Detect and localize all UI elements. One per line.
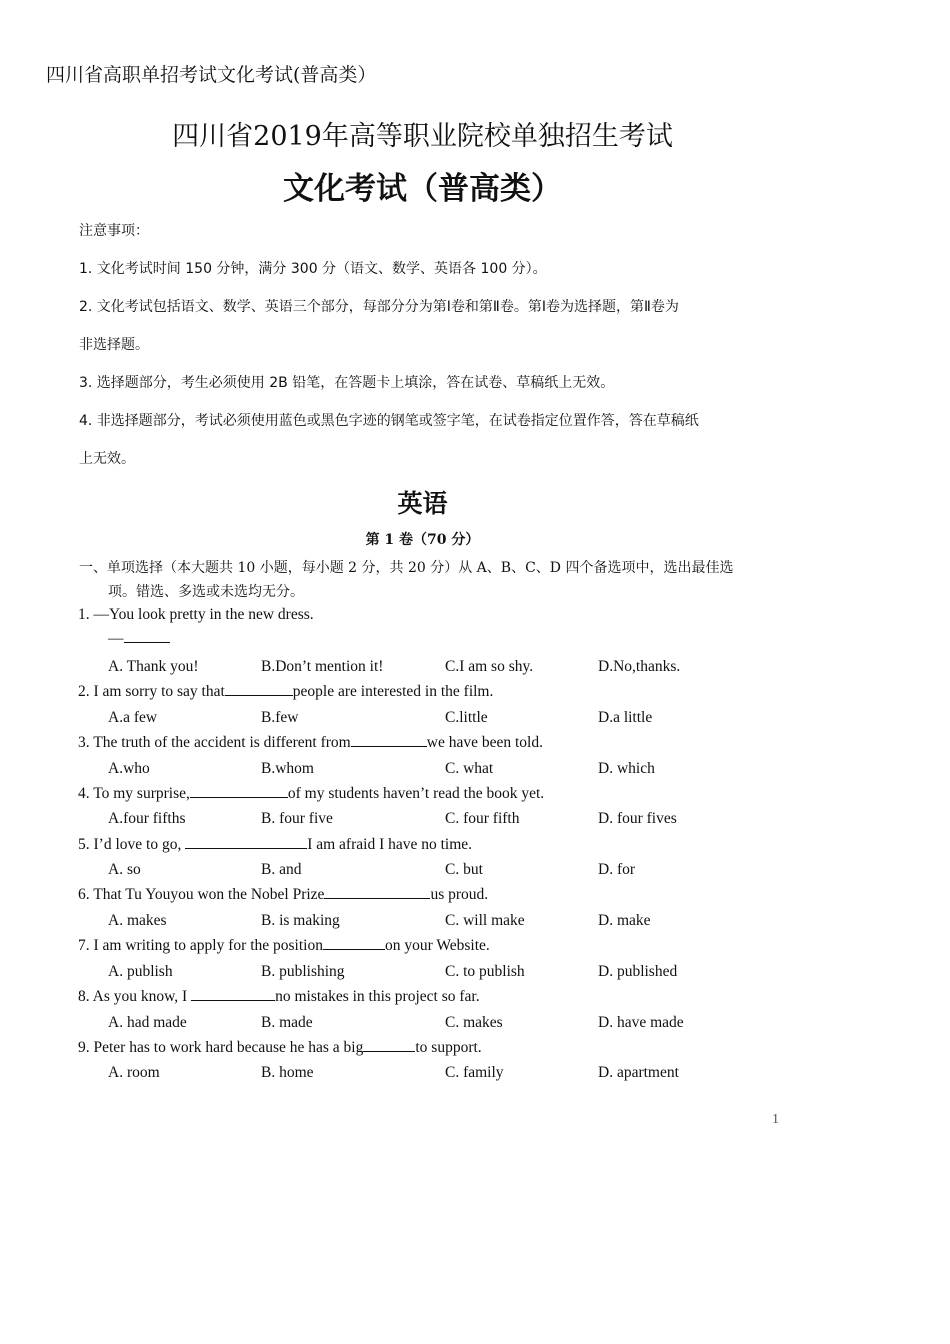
option-a: A.who bbox=[108, 760, 150, 777]
option-a: A. so bbox=[108, 861, 141, 878]
notice-item: 2. 文化考试包括语文、数学、英语三个部分，每部分分为第Ⅰ卷和第Ⅱ卷。第Ⅰ卷为选择题，第Ⅱ卷为 bbox=[79, 299, 679, 315]
notice-item: 3. 选择题部分，考生必须使用 2B 铅笔，在答题卡上填涂，答在试卷、草稿纸上无效。 bbox=[79, 375, 615, 391]
option-a: A. makes bbox=[108, 912, 167, 929]
option-c: C. will make bbox=[445, 912, 525, 929]
question-stem bbox=[78, 785, 544, 803]
option-c: C. to publish bbox=[445, 963, 525, 980]
question-stem bbox=[78, 836, 472, 854]
option-d: D.No,thanks. bbox=[598, 658, 681, 675]
option-c: C.little bbox=[445, 709, 488, 726]
notice-item: 4. 非选择题部分，考试必须使用蓝色或黑色字迹的钢笔或签字笔，在试卷指定位置作答，答在草稿纸 bbox=[79, 413, 699, 429]
question-stem bbox=[78, 606, 314, 624]
answer-blank bbox=[191, 988, 275, 1001]
option-b: B. four five bbox=[261, 810, 333, 827]
exam-title: 四川省2019年高等职业院校单独招生考试 bbox=[172, 121, 673, 152]
option-d: D. apartment bbox=[598, 1064, 679, 1081]
question-text: 9. Peter has to work hard because he has a big bbox=[78, 1039, 364, 1056]
option-c: C. four fifth bbox=[445, 810, 520, 827]
instruction-line: 项。错选、多选或未选均无分。 bbox=[108, 584, 304, 600]
option-c: C.I am so shy. bbox=[445, 658, 534, 675]
answer-blank bbox=[323, 937, 385, 950]
question-text: no mistakes in this project so far. bbox=[275, 988, 480, 1005]
question-text: 4. To my surprise, bbox=[78, 785, 190, 802]
option-b: B.Don’t mention it! bbox=[261, 658, 384, 675]
question-text: 3. The truth of the accident is different from bbox=[78, 734, 351, 751]
option-b: B.whom bbox=[261, 760, 314, 777]
part-title: 第 1 卷（70 分） bbox=[365, 532, 480, 548]
option-b: B. publishing bbox=[261, 963, 345, 980]
question-reply bbox=[108, 630, 170, 648]
notice-heading: 注意事项： bbox=[79, 223, 149, 239]
notice-item: 非选择题。 bbox=[79, 337, 149, 353]
question-stem bbox=[78, 886, 488, 904]
option-a: A.a few bbox=[108, 709, 158, 726]
option-a: A. had made bbox=[108, 1014, 187, 1031]
option-a: A. room bbox=[108, 1064, 160, 1081]
question-text: 5. I’d love to go, bbox=[78, 836, 182, 853]
option-d: D. for bbox=[598, 861, 636, 878]
answer-blank bbox=[351, 734, 427, 747]
question-text: people are interested in the film. bbox=[292, 683, 494, 700]
answer-blank bbox=[363, 1039, 415, 1052]
option-d: D. which bbox=[598, 760, 655, 777]
question-text: 8. As you know, I bbox=[78, 988, 188, 1005]
option-d: D. have made bbox=[598, 1014, 684, 1031]
question-text: 1. —You look pretty in the new dress. bbox=[78, 606, 314, 623]
option-d: D.a little bbox=[598, 709, 653, 726]
question-text: to support. bbox=[415, 1039, 482, 1056]
question-stem bbox=[78, 937, 490, 955]
option-b: B. home bbox=[261, 1064, 314, 1081]
notice-item: 上无效。 bbox=[79, 451, 135, 467]
option-a: A. Thank you! bbox=[108, 658, 199, 675]
answer-blank bbox=[124, 630, 170, 643]
question-text: us proud. bbox=[430, 886, 489, 903]
answer-blank bbox=[185, 836, 307, 849]
page-number: 1 bbox=[772, 1112, 779, 1127]
document-header: 四川省高职单招考试文化考试(普高类） bbox=[46, 64, 377, 86]
question-stem bbox=[78, 734, 543, 752]
option-b: B. is making bbox=[261, 912, 340, 929]
option-c: C. makes bbox=[445, 1014, 503, 1031]
option-c: C. family bbox=[445, 1064, 504, 1081]
option-d: D. four fives bbox=[598, 810, 677, 827]
option-c: C. but bbox=[445, 861, 483, 878]
question-text: I am afraid I have no time. bbox=[307, 836, 473, 853]
answer-blank bbox=[190, 785, 288, 798]
option-a: A. publish bbox=[108, 963, 173, 980]
notice-item: 1. 文化考试时间 150 分钟，满分 300 分（语文、数学、英语各 100 分）。 bbox=[79, 261, 547, 277]
question-stem bbox=[78, 1039, 482, 1057]
reply-dash: — bbox=[108, 630, 124, 647]
question-text: we have been told. bbox=[426, 734, 543, 751]
option-b: B. and bbox=[261, 861, 302, 878]
option-a: A.four fifths bbox=[108, 810, 186, 827]
question-text: on your Website. bbox=[384, 937, 490, 954]
answer-blank bbox=[225, 683, 293, 696]
option-b: B. made bbox=[261, 1014, 313, 1031]
question-text: 6. That Tu Youyou won the Nobel Prize bbox=[78, 886, 325, 903]
question-stem bbox=[78, 988, 480, 1006]
option-d: D. make bbox=[598, 912, 651, 929]
option-c: C. what bbox=[445, 760, 494, 777]
question-text: 7. I am writing to apply for the position bbox=[78, 937, 323, 954]
option-b: B.few bbox=[261, 709, 299, 726]
question-text: of my students haven’t read the book yet. bbox=[287, 785, 545, 802]
exam-subtitle: 文化考试（普高类） bbox=[283, 171, 562, 207]
answer-blank bbox=[324, 886, 430, 899]
question-stem bbox=[78, 683, 493, 701]
section-title: 英语 bbox=[397, 489, 448, 518]
question-text: 2. I am sorry to say that bbox=[78, 683, 225, 700]
option-d: D. published bbox=[598, 963, 678, 980]
instruction-line: 一、单项选择（本大题共 10 小题，每小题 2 分，共 20 分）从 A、B、C、D 四个备选项中，选出最佳选 bbox=[79, 560, 734, 576]
